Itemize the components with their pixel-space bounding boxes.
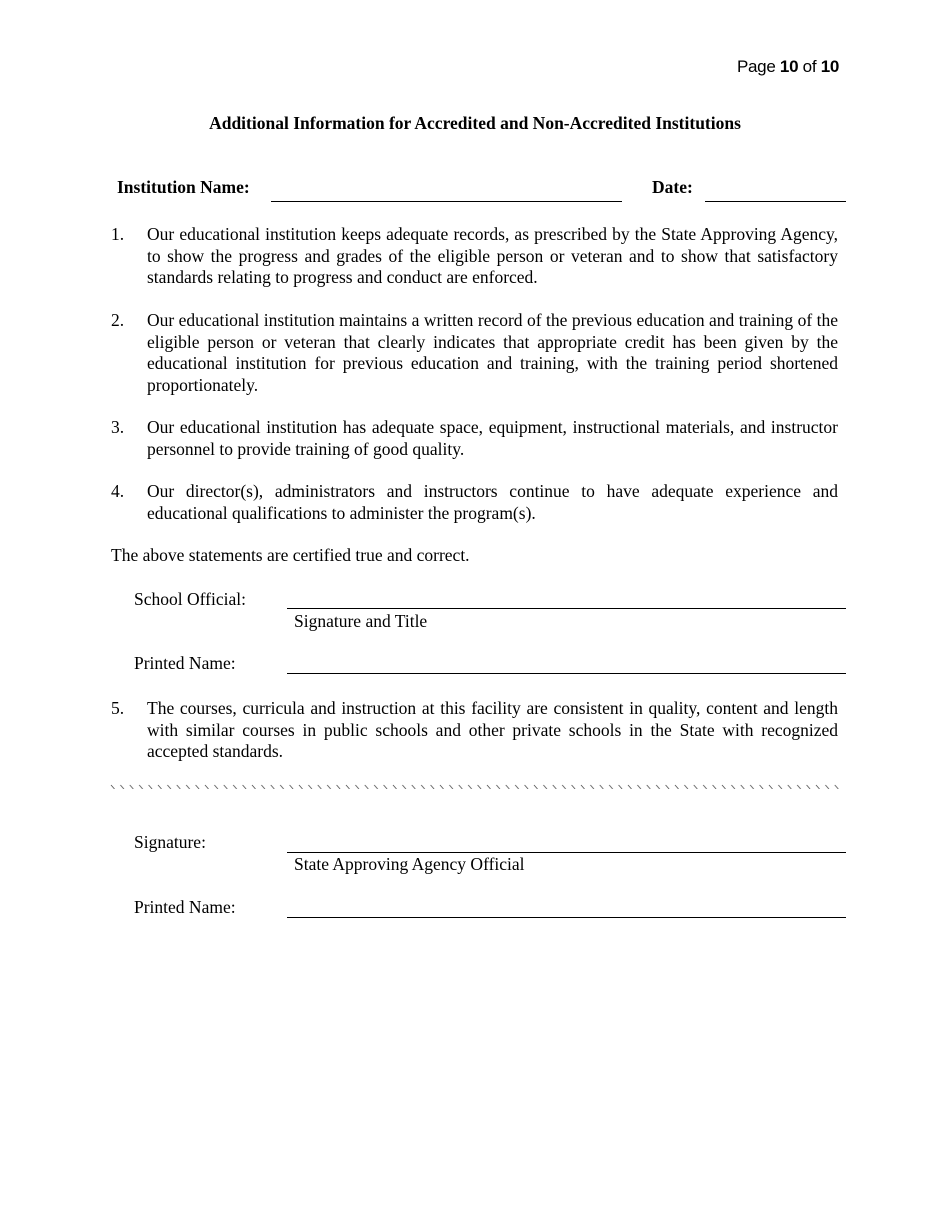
school-official-signature-field[interactable] — [287, 608, 846, 609]
agency-signature-label: Signature: — [134, 832, 206, 852]
statement-number: 2. — [111, 310, 125, 330]
page-number — [737, 57, 839, 77]
statement-text: The courses, curricula and instruction at this facility are consistent in quality, content and length with similar courses in public schools and other private schools in the State with recognized accepted standards. — [147, 698, 838, 762]
institution-name-field[interactable] — [271, 201, 622, 202]
statement-4 — [111, 481, 838, 524]
statement-text: Our director(s), administrators and instructors continue to have adequate experience and educational qualifications to administer the program(s). — [147, 481, 838, 523]
page-current: 10 — [779, 57, 799, 76]
agency-printed-name-label: Printed Name: — [134, 897, 236, 917]
date-field[interactable] — [705, 201, 846, 202]
statement-2 — [111, 310, 838, 396]
dashed-separator — [110, 779, 840, 789]
statement-number: 4. — [111, 481, 125, 501]
school-printed-name-label: Printed Name: — [134, 653, 236, 673]
statement-number: 1. — [111, 224, 125, 244]
statement-1 — [111, 224, 838, 289]
institution-name-label: Institution Name: — [117, 177, 250, 197]
agency-official-caption: State Approving Agency Official — [294, 854, 525, 874]
date-label: Date: — [652, 177, 693, 197]
statement-text: Our educational institution maintains a written record of the previous education and training of the eligible person or veteran that clearly indicates that appropriate credit has been given by the educational institution for previous education and training, with the training period shortened proportionately. — [147, 310, 838, 395]
page-prefix: Page — [736, 57, 776, 76]
statement-number: 3. — [111, 417, 125, 437]
page-total: 10 — [820, 57, 839, 76]
statement-5 — [111, 698, 838, 763]
page-of: of — [802, 57, 817, 76]
statement-text: Our educational institution keeps adequate records, as prescribed by the State Approving Agency, to show the progress and grades of the eligible person or veteran and to show that satisfactory standards relating to progress and conduct are enforced. — [147, 224, 838, 288]
certification-text: The above statements are certified true and correct. — [111, 545, 470, 565]
statement-3 — [111, 417, 838, 460]
form-title: Additional Information for Accredited and Non-Accredited Institutions — [209, 113, 741, 133]
agency-printed-name-field[interactable] — [287, 917, 846, 918]
statement-text: Our educational institution has adequate space, equipment, instructional materials, and instructor personnel to provide training of good quality. — [147, 417, 838, 459]
agency-signature-field[interactable] — [287, 852, 846, 853]
signature-and-title-caption: Signature and Title — [294, 611, 428, 631]
school-official-label: School Official: — [134, 589, 246, 609]
statement-number: 5. — [111, 698, 125, 718]
school-printed-name-field[interactable] — [287, 673, 846, 674]
